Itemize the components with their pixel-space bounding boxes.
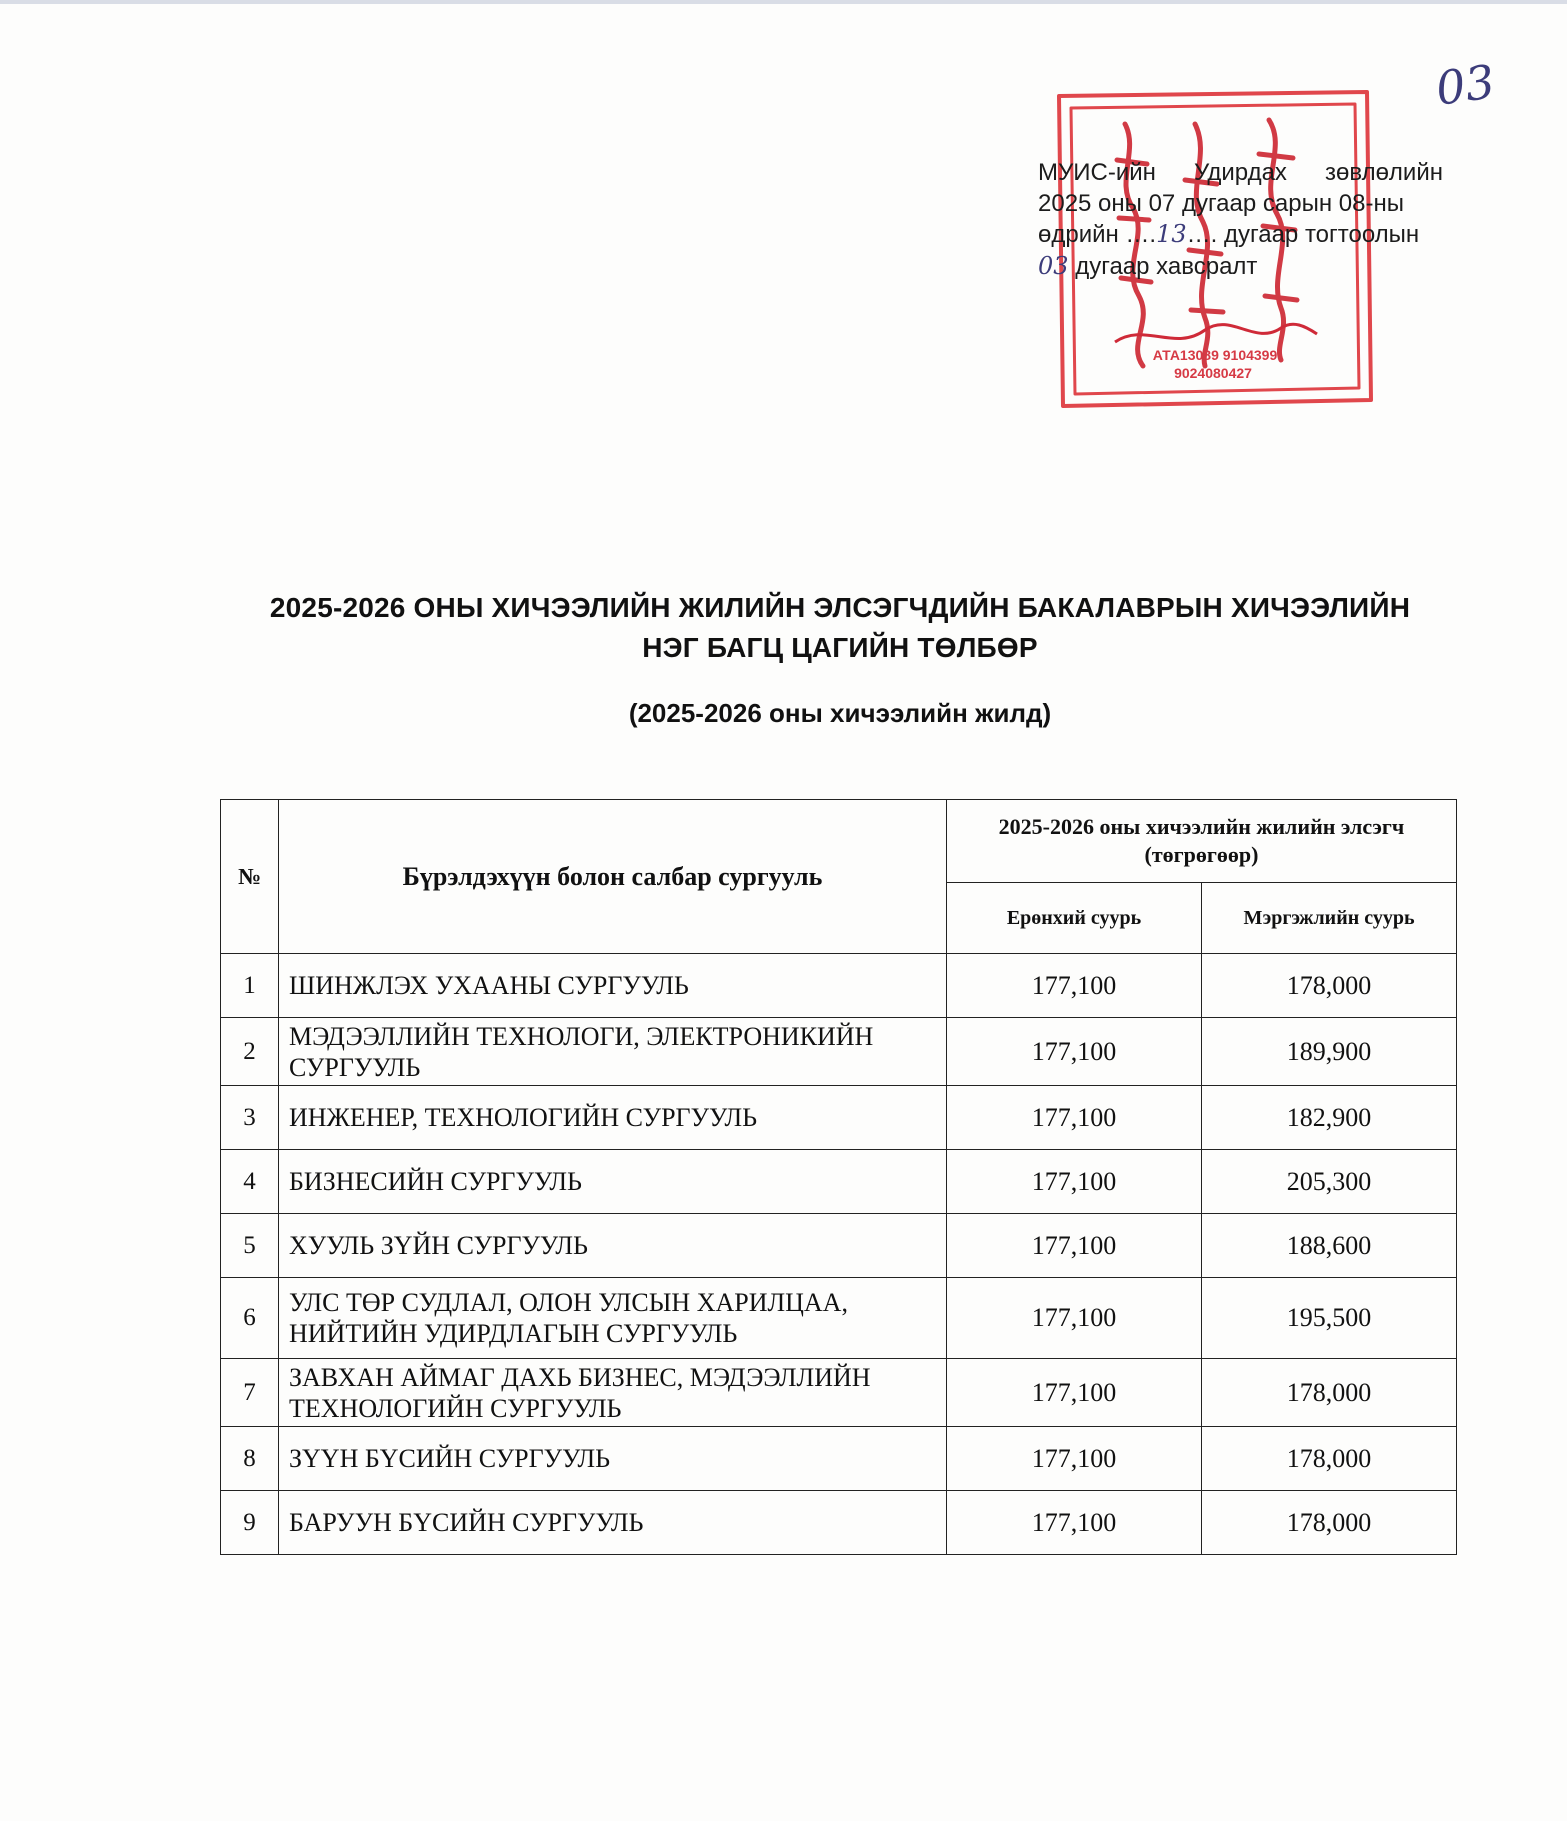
table-row — [221, 1491, 1457, 1555]
header-row — [221, 800, 1457, 883]
header-school: Бүрэлдэхүүн болон салбар сургууль — [279, 800, 947, 954]
school-name: БАРУУН БҮСИЙН СУРГУУЛЬ — [279, 1491, 947, 1555]
general-fee: 177,100 — [947, 1491, 1202, 1555]
table-row — [221, 1359, 1457, 1427]
school-name: ЗҮҮН БҮСИЙН СУРГУУЛЬ — [279, 1427, 947, 1491]
header-fee-group: 2025-2026 оны хичээлийн жилийн элсэгч (төгрөгөөр) — [947, 800, 1457, 883]
handwritten-attachment-number: 03 — [1038, 251, 1069, 280]
table-row — [221, 1086, 1457, 1150]
professional-fee: 189,900 — [1202, 1018, 1457, 1086]
handwritten-page-number: 03 — [1432, 54, 1499, 116]
header-professional-fee: Мэргэжлийн суурь — [1202, 883, 1457, 954]
professional-fee: 178,000 — [1202, 1491, 1457, 1555]
general-fee: 177,100 — [947, 1214, 1202, 1278]
general-fee: 177,100 — [947, 1018, 1202, 1086]
row-number: 4 — [221, 1150, 279, 1214]
row-number: 3 — [221, 1086, 279, 1150]
table-row — [221, 954, 1457, 1018]
table-body — [221, 954, 1457, 1555]
school-name: ХУУЛЬ ЗҮЙН СУРГУУЛЬ — [279, 1214, 947, 1278]
general-fee: 177,100 — [947, 1278, 1202, 1359]
document-title-line-1: 2025-2026 ОНЫ ХИЧЭЭЛИЙН ЖИЛИЙН ЭЛСЭГЧДИЙН БАКАЛАВРЫН ХИЧЭЭЛИЙН — [269, 592, 1411, 623]
general-fee: 177,100 — [947, 1427, 1202, 1491]
row-number: 5 — [221, 1214, 279, 1278]
row-number: 7 — [221, 1359, 279, 1427]
row-number: 9 — [221, 1491, 279, 1555]
table-row — [221, 1150, 1457, 1214]
annotation-line-3: өдрийн ….13…. дугаар тогтоолын — [1038, 220, 1420, 248]
stamp-code-line-1: АТА13089 9104399 — [1152, 347, 1278, 363]
school-name: ЗАВХАН АЙМАГ ДАХЬ БИЗНЕС, МЭДЭЭЛЛИЙН ТЕХНОЛОГИЙН СУРГУУЛЬ — [279, 1359, 947, 1427]
document-title-line-2: НЭГ БАГЦ ЦАГИЙН ТӨЛБӨР — [642, 632, 1038, 663]
annotation-line-1: МУИС-ийн Удирдах зөвлөлийн — [1038, 159, 1443, 186]
document-header — [180, 588, 1500, 729]
professional-fee: 182,900 — [1202, 1086, 1457, 1150]
document-title — [180, 588, 1500, 668]
annotation-line-4-suffix: дугаар хавсралт — [1075, 252, 1258, 280]
table-row — [221, 1427, 1457, 1491]
school-name: УЛС ТӨР СУДЛАЛ, ОЛОН УЛСЫН ХАРИЛЦАА, НИЙТИЙН УДИРДЛАГЫН СУРГУУЛЬ — [279, 1278, 947, 1359]
professional-fee: 178,000 — [1202, 1359, 1457, 1427]
handwritten-resolution-number: 13 — [1156, 220, 1187, 248]
school-name: ШИНЖЛЭХ УХААНЫ СУРГУУЛЬ — [279, 954, 947, 1018]
table-header — [221, 800, 1457, 954]
general-fee: 177,100 — [947, 954, 1202, 1018]
header-number: № — [221, 800, 279, 954]
row-number: 2 — [221, 1018, 279, 1086]
general-fee: 177,100 — [947, 1086, 1202, 1150]
school-name: БИЗНЕСИЙН СУРГУУЛЬ — [279, 1150, 947, 1214]
document-subtitle: (2025-2026 оны хичээлийн жилд) — [628, 698, 1052, 728]
table-row — [221, 1214, 1457, 1278]
annotation-line-3-suffix: дугаар тогтоолын — [1224, 221, 1420, 248]
professional-fee: 188,600 — [1202, 1214, 1457, 1278]
row-number: 6 — [221, 1278, 279, 1359]
annotation-line-4 — [1038, 251, 1443, 283]
tuition-fee-table — [220, 799, 1457, 1555]
annotation-line-2: 2025 оны 07 дугаар сарын 08-ны — [1038, 189, 1404, 217]
page-top-edge — [0, 0, 1567, 4]
professional-fee: 205,300 — [1202, 1150, 1457, 1214]
professional-fee: 178,000 — [1202, 954, 1457, 1018]
table-row — [221, 1018, 1457, 1086]
school-name: МЭДЭЭЛЛИЙН ТЕХНОЛОГИ, ЭЛЕКТРОНИКИЙН СУРГУУЛЬ — [279, 1018, 947, 1086]
general-fee: 177,100 — [947, 1359, 1202, 1427]
table-row — [221, 1278, 1457, 1359]
professional-fee: 178,000 — [1202, 1427, 1457, 1491]
header-general-fee: Ерөнхий суурь — [947, 883, 1202, 954]
school-name: ИНЖЕНЕР, ТЕХНОЛОГИЙН СУРГУУЛЬ — [279, 1086, 947, 1150]
annotation-line-3-prefix: өдрийн — [1038, 221, 1119, 248]
row-number: 1 — [221, 954, 279, 1018]
general-fee: 177,100 — [947, 1150, 1202, 1214]
professional-fee: 195,500 — [1202, 1278, 1457, 1359]
stamp-code-line-2: 9024080427 — [1174, 365, 1252, 381]
row-number: 8 — [221, 1427, 279, 1491]
attachment-annotation — [1038, 158, 1443, 282]
